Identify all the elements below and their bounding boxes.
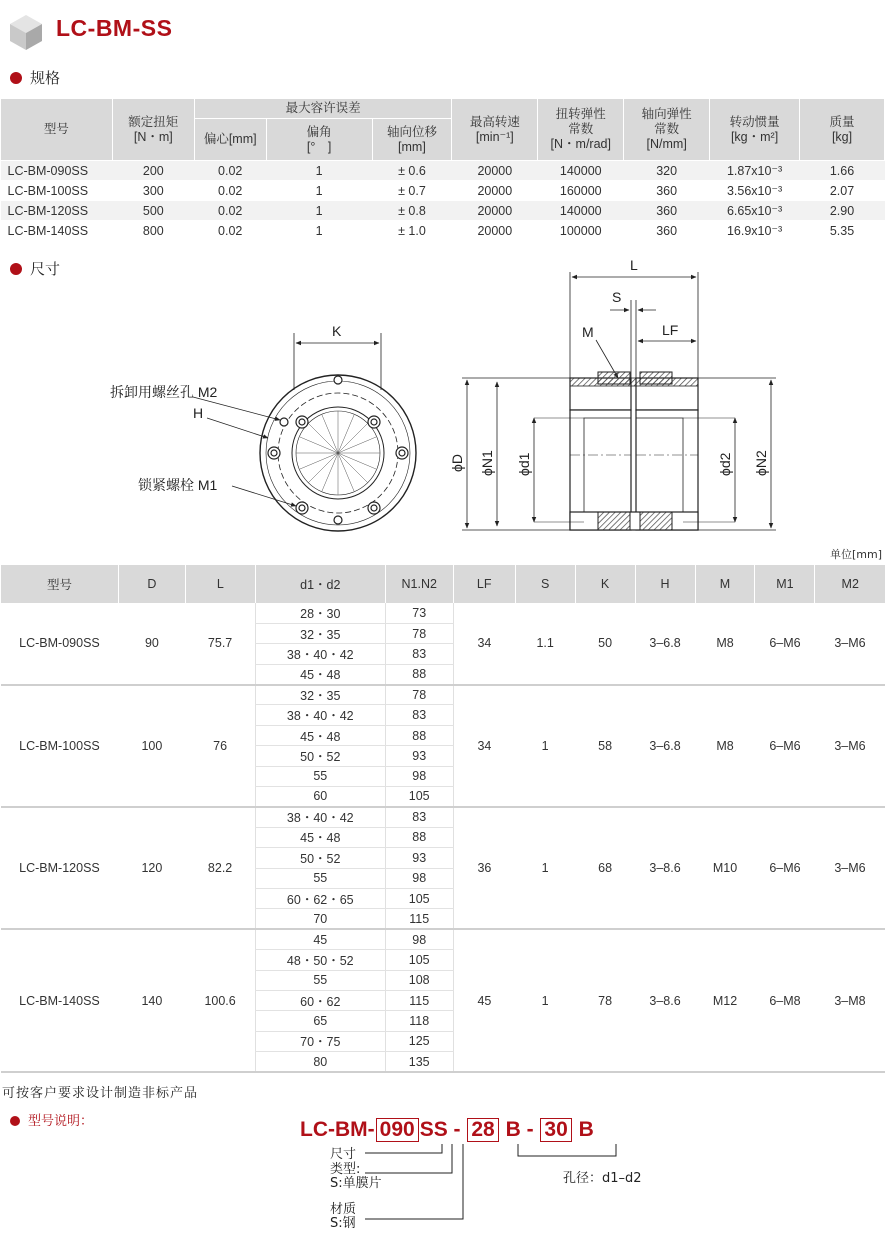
label-n2: ϕN2 [753,450,769,476]
unit-note: 单位[mm] [829,548,882,561]
dim-cell-m: M8 [695,685,755,807]
dim-cell-d: 100 [118,685,185,807]
dim-group [1,603,885,685]
spec-header-angle: 偏角 [° ] [266,119,372,161]
dim-cell-bore: 70 [255,909,385,929]
dim-cell-n: 78 [385,685,453,705]
label-m2: 拆卸用螺丝孔 M2 [110,384,218,400]
spec-cell-angle: 1 [266,181,372,201]
dim-header-8: H [635,565,695,603]
dim-header-9: M [695,565,755,603]
dim-cell-l: 75.7 [185,603,255,685]
code-dash-2: - [520,1118,540,1141]
dim-cell-k: 50 [575,603,635,685]
dim-cell-bore: 55 [255,970,385,990]
dim-cell-n: 105 [385,950,453,970]
dim-cell-lf: 34 [453,685,515,807]
dim-cell-s: 1 [515,685,575,807]
spec-cell-offset: 0.02 [194,181,266,201]
spec-cell-offset: 0.02 [194,161,266,181]
spec-cell-model: LC-BM-090SS [1,161,113,181]
dim-cell-n: 88 [385,725,453,745]
spec-row [1,201,885,221]
dim-cell-k: 68 [575,807,635,929]
spec-table [0,98,885,241]
dim-header-3: d1・d2 [255,565,385,603]
dim-cell-l: 100.6 [185,929,255,1072]
front-view [193,333,416,531]
spec-cell-speed: 20000 [452,221,538,241]
dim-cell-bore: 45・48 [255,725,385,745]
dim-cell-lf: 45 [453,929,515,1072]
dim-cell-bore: 32・35 [255,623,385,643]
legend-type-value: S:单膜片 [330,1176,382,1191]
dim-cell-n: 88 [385,664,453,684]
code-b1: B [505,1118,521,1141]
dim-row [1,807,885,827]
dim-cell-d: 120 [118,807,185,929]
dim-cell-bore: 38・40・42 [255,644,385,664]
legend-type: 类型: [330,1162,361,1177]
dim-cell-lf: 36 [453,807,515,929]
legend-size: 尺寸 [330,1147,357,1162]
dim-cell-bore: 50・52 [255,848,385,868]
spec-heading-label: 规格 [30,69,61,87]
dim-cell-lf: 34 [453,603,515,685]
spec-cell-axial: ± 0.7 [372,181,452,201]
dim-cell-m2: 3–M6 [815,685,885,807]
dim-row [1,929,885,949]
dim-header-7: K [575,565,635,603]
dim-cell-bore: 50・52 [255,746,385,766]
spec-cell-axstiff: 360 [624,181,710,201]
dim-cell-model: LC-BM-140SS [1,929,119,1072]
spec-section-heading [10,67,60,88]
dim-header-0: 型号 [1,565,119,603]
dim-cell-m1: 6–M6 [755,603,815,685]
model-section-heading [10,1110,93,1129]
dim-cell-n: 98 [385,766,453,786]
dim-cell-n: 115 [385,990,453,1010]
dim-cell-h: 3–8.6 [635,929,695,1072]
dim-cell-bore: 32・35 [255,685,385,705]
spec-cell-offset: 0.02 [194,221,266,241]
spec-cell-mass: 2.90 [800,201,885,221]
dim-cell-n: 73 [385,603,453,623]
spec-cell-axstiff: 360 [624,221,710,241]
dim-cell-n: 135 [385,1052,453,1072]
dim-header-5: LF [453,565,515,603]
dim-cell-bore: 45・48 [255,827,385,847]
model-code [300,1118,594,1142]
dim-cell-n: 83 [385,644,453,664]
spec-cell-axial: ± 0.6 [372,161,452,181]
spec-cell-angle: 1 [266,221,372,241]
dim-cell-n: 83 [385,807,453,827]
dim-cell-m: M10 [695,807,755,929]
dim-cell-m1: 6–M8 [755,929,815,1072]
dim-cell-n: 105 [385,888,453,908]
dim-cell-bore: 55 [255,868,385,888]
bullet-dot-icon [10,72,22,84]
dim-cell-n: 118 [385,1011,453,1031]
dim-row [1,603,885,623]
bullet-dot-icon [10,1116,20,1126]
dim-cell-m: M8 [695,603,755,685]
custom-note: 可按客户要求设计制造非标产品 [2,1086,199,1101]
code-b2: B [578,1118,594,1141]
dim-cell-model: LC-BM-100SS [1,685,119,807]
code-bore2-box: 30 [540,1118,571,1142]
label-h: H [193,405,204,421]
spec-header-model: 型号 [1,99,113,161]
spec-cell-model: LC-BM-140SS [1,221,113,241]
dim-cell-l: 82.2 [185,807,255,929]
dim-cell-bore: 60・62・65 [255,888,385,908]
spec-header-axial: 轴向位移 [mm] [372,119,452,161]
spec-row [1,181,885,201]
label-lf: LF [662,322,679,338]
dim-cell-l: 76 [185,685,255,807]
code-prefix: LC-BM- [300,1118,375,1141]
dim-cell-n: 125 [385,1031,453,1051]
dim-cell-s: 1.1 [515,603,575,685]
dim-cell-h: 3–6.8 [635,685,695,807]
legend-material: 材质 [330,1202,357,1217]
dim-cell-s: 1 [515,929,575,1072]
coupling-drawing [0,250,885,550]
code-dash-1: - [447,1118,467,1141]
dim-cell-bore: 60 [255,787,385,807]
dim-cell-n: 93 [385,848,453,868]
spec-cell-torsion: 140000 [538,161,624,181]
dim-cell-n: 105 [385,787,453,807]
spec-header-torque: 额定扭矩 [N・m] [112,99,194,161]
dim-header-4: N1.N2 [385,565,453,603]
spec-cell-angle: 1 [266,161,372,181]
dim-cell-k: 58 [575,685,635,807]
spec-cell-inertia: 6.65x10⁻³ [710,201,800,221]
label-l: L [630,257,638,273]
dim-cell-k: 78 [575,929,635,1072]
spec-cell-speed: 20000 [452,201,538,221]
code-type: SS [419,1118,448,1141]
dim-cell-bore: 38・40・42 [255,705,385,725]
spec-cell-torque: 800 [112,221,194,241]
spec-cell-torsion: 160000 [538,181,624,201]
spec-header-misalign: 最大容许误差 [194,99,452,119]
dim-row [1,685,885,705]
page-title: LC-BM-SS [56,15,173,41]
dim-group [1,807,885,929]
spec-header-offset: 偏心[mm] [194,119,266,161]
spec-cell-angle: 1 [266,201,372,221]
model-heading-label: 型号说明： [28,1114,94,1129]
dim-cell-m2: 3–M6 [815,603,885,685]
dim-cell-m2: 3–M6 [815,807,885,929]
spec-header-axial-stiffness: 轴向弹性 常数 [N/mm] [624,99,710,161]
spec-header-mass: 质量 [kg] [800,99,885,161]
dim-cell-bore: 55 [255,766,385,786]
dim-cell-n: 78 [385,623,453,643]
dim-group [1,685,885,807]
spec-header-speed: 最高转速 [min⁻¹] [452,99,538,161]
dim-cell-bore: 80 [255,1052,385,1072]
label-k: K [332,323,342,339]
spec-header-torsion: 扭转弹性 常数 [N・m/rad] [538,99,624,161]
label-d2: ϕd2 [717,452,733,476]
dim-cell-model: LC-BM-120SS [1,807,119,929]
dim-cell-m2: 3–M8 [815,929,885,1072]
label-m1: 锁紧螺栓 M1 [138,477,218,493]
dim-header-2: L [185,565,255,603]
label-d: ϕD [449,454,465,472]
spec-cell-axstiff: 360 [624,201,710,221]
label-s: S [612,289,622,305]
spec-cell-inertia: 3.56x10⁻³ [710,181,800,201]
legend-bore: 孔径：d1–d2 [563,1171,642,1186]
dim-cell-model: LC-BM-090SS [1,603,119,685]
dim-cell-bore: 38・40・42 [255,807,385,827]
dim-cell-n: 93 [385,746,453,766]
code-bore1-box: 28 [467,1118,498,1142]
spec-cell-torque: 200 [112,161,194,181]
dim-cell-n: 88 [385,827,453,847]
dim-cell-bore: 60・62 [255,990,385,1010]
spec-cell-axial: ± 0.8 [372,201,452,221]
dim-cell-bore: 65 [255,1011,385,1031]
dim-cell-bore: 28・30 [255,603,385,623]
spec-cell-mass: 2.07 [800,181,885,201]
dim-cell-n: 108 [385,970,453,990]
spec-row [1,221,885,241]
spec-row [1,161,885,181]
dim-cell-h: 3–6.8 [635,603,695,685]
dims-heading-label: 尺寸 [30,260,61,278]
spec-cell-axial: ± 1.0 [372,221,452,241]
dim-header-10: M1 [755,565,815,603]
spec-cell-mass: 1.66 [800,161,885,181]
label-d1: ϕd1 [516,452,532,476]
dim-cell-d: 140 [118,929,185,1072]
spec-cell-torsion: 140000 [538,201,624,221]
spec-cell-torque: 300 [112,181,194,201]
spec-cell-inertia: 1.87x10⁻³ [710,161,800,181]
spec-cell-torque: 500 [112,201,194,221]
dim-group [1,929,885,1072]
dim-cell-m1: 6–M6 [755,685,815,807]
dimension-table [0,565,885,1073]
spec-cell-speed: 20000 [452,161,538,181]
dim-cell-bore: 48・50・52 [255,950,385,970]
dim-cell-s: 1 [515,807,575,929]
spec-cell-model: LC-BM-100SS [1,181,113,201]
side-view [462,272,776,530]
label-n1: ϕN1 [479,450,495,476]
spec-cell-mass: 5.35 [800,221,885,241]
dim-cell-h: 3–8.6 [635,807,695,929]
dim-cell-n: 83 [385,705,453,725]
spec-cell-inertia: 16.9x10⁻³ [710,221,800,241]
dim-header-6: S [515,565,575,603]
spec-cell-model: LC-BM-120SS [1,201,113,221]
dim-cell-n: 98 [385,868,453,888]
legend-material-value: S:钢 [330,1216,356,1231]
spec-cell-axstiff: 320 [624,161,710,181]
spec-cell-offset: 0.02 [194,201,266,221]
spec-cell-torsion: 100000 [538,221,624,241]
dim-cell-m1: 6–M6 [755,807,815,929]
label-m: M [582,324,594,340]
spec-cell-speed: 20000 [452,181,538,201]
dim-cell-bore: 45 [255,929,385,949]
dim-cell-m: M12 [695,929,755,1072]
code-size-box: 090 [376,1118,419,1142]
dim-cell-d: 90 [118,603,185,685]
dim-header-1: D [118,565,185,603]
dim-cell-n: 98 [385,929,453,949]
dim-cell-bore: 45・48 [255,664,385,684]
cube-logo-icon [8,13,44,51]
spec-header-inertia: 转动惯量 [kg・m²] [710,99,800,161]
dim-cell-bore: 70・75 [255,1031,385,1051]
dim-cell-n: 115 [385,909,453,929]
dim-header-11: M2 [815,565,885,603]
